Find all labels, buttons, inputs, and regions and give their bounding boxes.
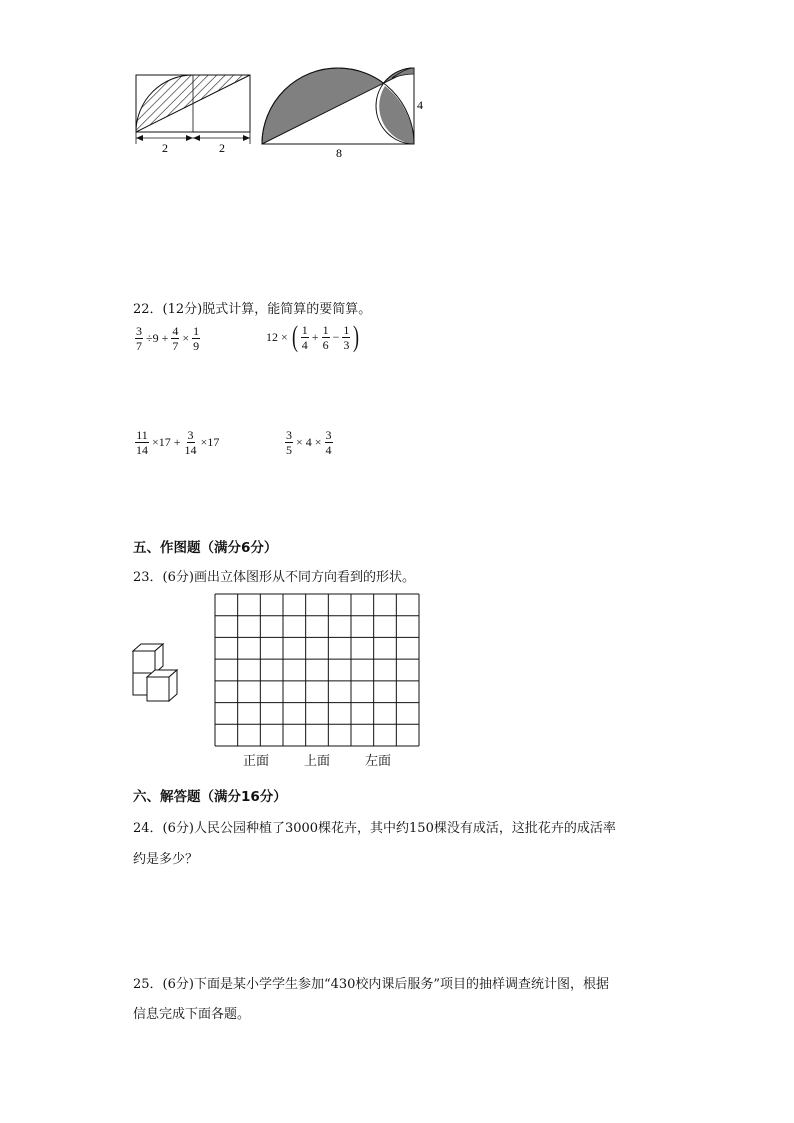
drawing-grid [214,593,420,747]
section-6-title: 六、解答题（满分16分） [133,789,287,805]
expression-4: $\frac{3}{5}$ × 4 × $\frac{3}{4}$ [286,428,332,457]
label-bottom-8: 8 [336,146,342,160]
figure-semicircle-rectangle [256,62,436,162]
section-5-title: 五、作图题（满分6分） [133,540,278,556]
question-23-text: 23．(6分)画出立体图形从不同方向看到的形状。 [133,570,415,585]
label-right-4: 4 [417,98,423,112]
view-label-top: 上面 [304,754,331,769]
view-label-front: 正面 [243,754,270,769]
view-label-left: 左面 [365,754,392,769]
expression-3: $\frac{11}{14}$ ×17 + $\frac{3}{14}$ ×17 [136,428,220,457]
expression-1: $\frac{3}{7}$ ÷9 + $\frac{4}{7}$ × $\frac{1}{9}$ [136,324,200,353]
question-24-line1: 24．(6分)人民公园种植了3000棵花卉，其中约150棵没有成活，这批花卉的成活率 [133,821,616,836]
question-24-line2: 约是多少？ [133,852,199,867]
question-22-text: 22．(12分)脱式计算，能简算的要简算。 [133,302,372,317]
question-25-line1: 25．(6分)下面是某小学学生参加“430校内课后服务”项目的抽样调查统计图，根据 [133,977,610,992]
cube-stack-figure [130,640,186,706]
question-25-line2: 信息完成下面各题。 [133,1007,251,1022]
dimension-label-left: 2 [162,141,168,155]
dimension-label-right: 2 [219,141,225,155]
figure-hatched-rectangle [130,68,258,158]
expression-2: 12 × ( $\frac{1}{4}$ + $\frac{1}{6}$ − $\frac{1}{3}$ ) [266,320,360,353]
